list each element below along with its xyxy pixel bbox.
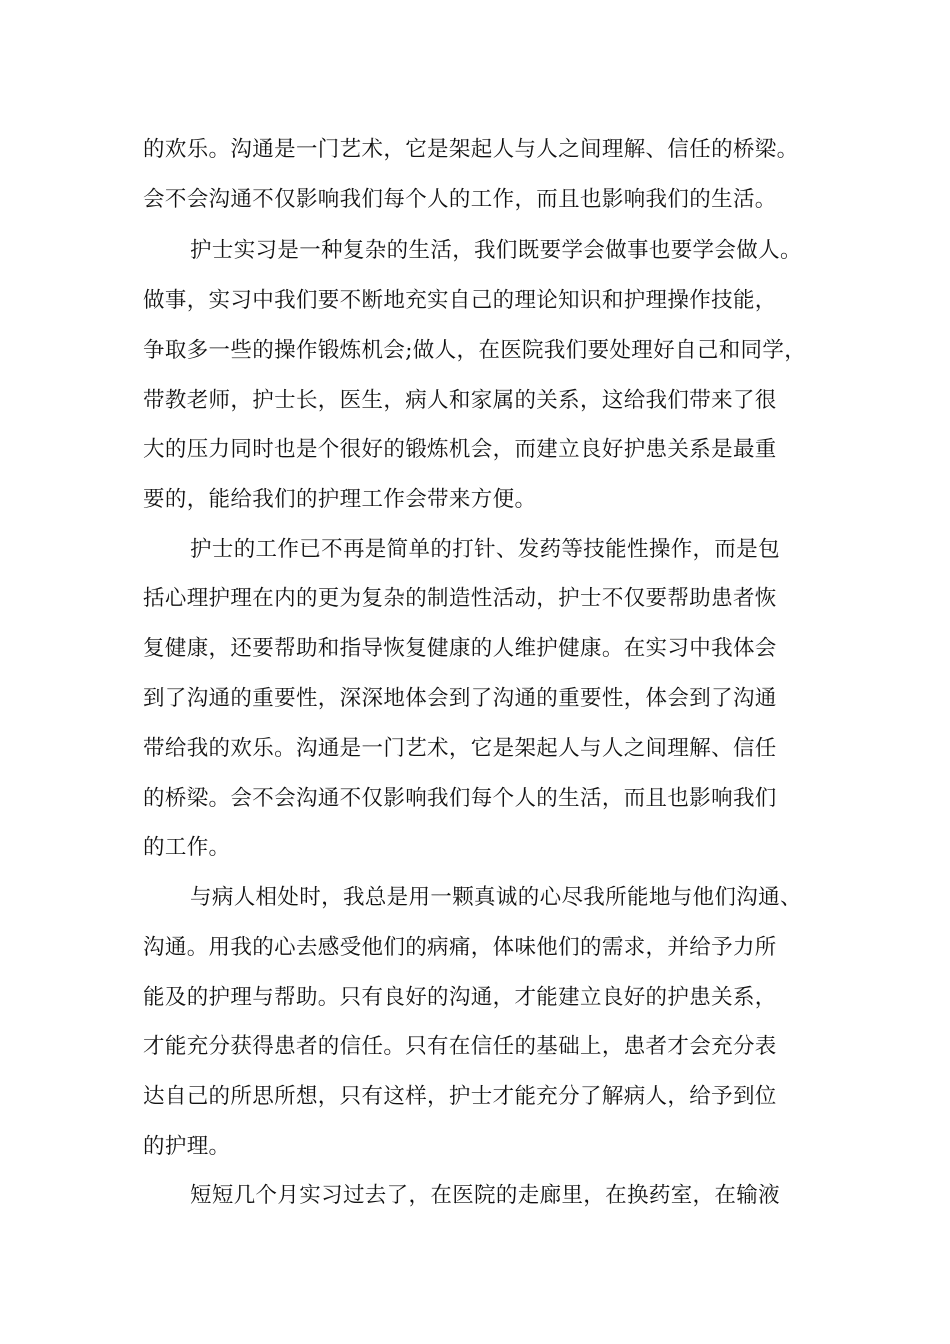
text-line: 做事，实习中我们要不断地充实自己的理论知识和护理操作技能， — [143, 288, 777, 313]
text-line: 能及的护理与帮助。只有良好的沟通，才能建立良好的护患关系， — [143, 985, 777, 1010]
text-line: 的护理。 — [143, 1134, 231, 1159]
text-line: 的欢乐。沟通是一门艺术，它是架起人与人之间理解、信任的桥梁。 — [143, 137, 799, 162]
text-line: 大的压力同时也是个很好的锻炼机会，而建立良好护患关系是最重 — [143, 437, 777, 462]
text-line: 复健康，还要帮助和指导恢复健康的人维护健康。在实习中我体会 — [143, 636, 777, 661]
paragraph-start-line: 与病人相处时，我总是用一颗真诚的心尽我所能地与他们沟通、 — [190, 885, 802, 910]
paragraph-start-line: 护士实习是一种复杂的生活，我们既要学会做事也要学会做人。 — [190, 238, 802, 263]
text-line: 要的，能给我们的护理工作会带来方便。 — [143, 487, 537, 512]
text-line: 带给我的欢乐。沟通是一门艺术，它是架起人与人之间理解、信任 — [143, 736, 777, 761]
text-line: 带教老师，护士长，医生，病人和家属的关系，这给我们带来了很 — [143, 388, 777, 413]
text-line: 括心理护理在内的更为复杂的制造性活动，护士不仅要帮助患者恢 — [143, 586, 777, 611]
text-line: 的工作。 — [143, 835, 231, 860]
paragraph-start-line: 短短几个月实习过去了，在医院的走廊里，在换药室，在输液 — [190, 1183, 780, 1208]
text-line: 才能充分获得患者的信任。只有在信任的基础上，患者才会充分表 — [143, 1034, 777, 1059]
text-line: 到了沟通的重要性，深深地体会到了沟通的重要性，体会到了沟通 — [143, 686, 777, 711]
text-line: 争取多一些的操作锻炼机会;做人，在医院我们要处理好自己和同学， — [143, 338, 807, 363]
text-line: 会不会沟通不仅影响我们每个人的工作，而且也影响我们的生活。 — [143, 187, 777, 212]
text-line: 沟通。用我的心去感受他们的病痛，体味他们的需求，并给予力所 — [143, 935, 777, 960]
paragraph-start-line: 护士的工作已不再是简单的打针、发药等技能性操作，而是包 — [190, 537, 780, 562]
text-line: 的桥梁。会不会沟通不仅影响我们每个人的生活，而且也影响我们 — [143, 786, 777, 811]
text-line: 达自己的所思所想，只有这样，护士才能充分了解病人，给予到位 — [143, 1084, 777, 1109]
